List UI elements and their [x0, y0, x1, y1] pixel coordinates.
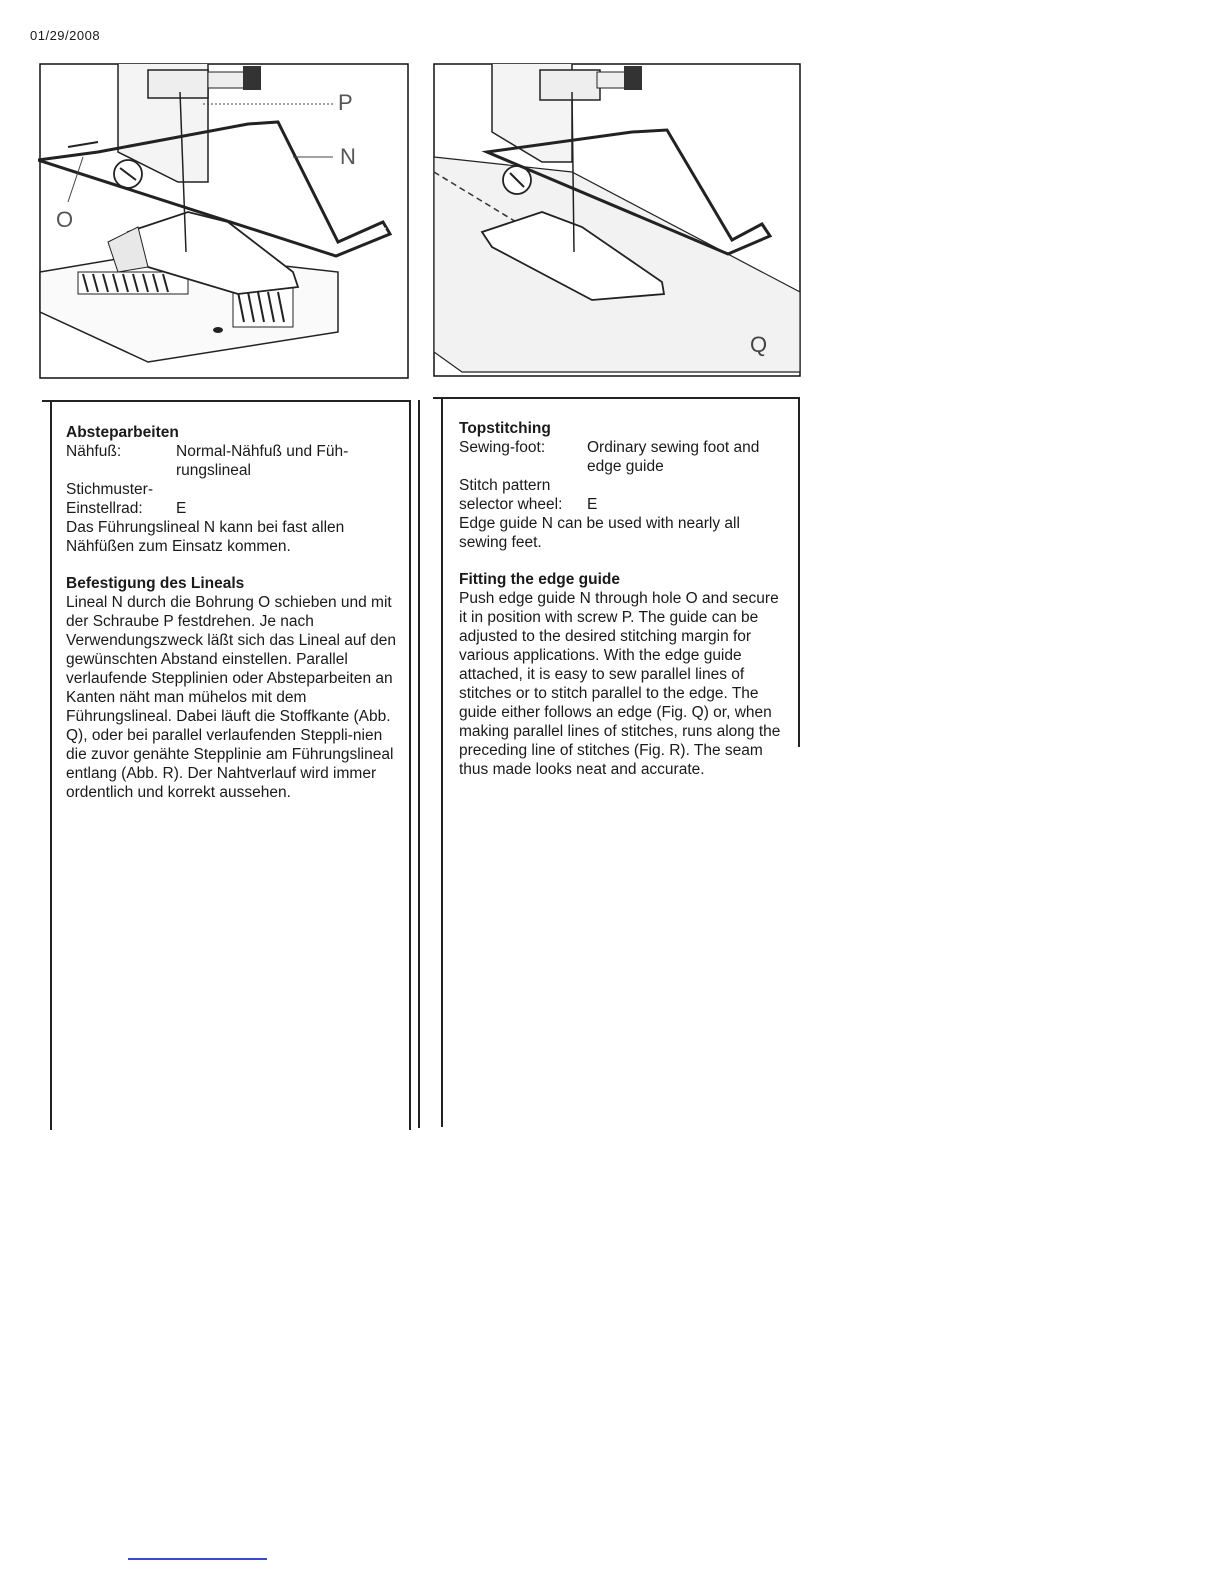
- english-foot-label: Sewing-foot:: [459, 439, 546, 456]
- english-stitch-row: [459, 495, 784, 514]
- german-foot-row: [66, 442, 396, 480]
- english-stitch-label-1: Stitch pattern: [459, 477, 551, 494]
- right-box-right-border: [798, 397, 800, 747]
- german-stitch-row: [66, 499, 396, 518]
- english-instructions: [459, 419, 784, 779]
- left-box-right-border: [409, 400, 411, 1130]
- bottom-underline-mark: [128, 1558, 267, 1560]
- german-body: Lineal N durch die Bohrung O schieben und mit der Schraube P festdrehen. Je nach Verwendungszweck läßt sich das Lineal auf den gewünschten Abstand einstellen. Parallel verlaufende Stepplinien oder Absteparbeiten an Kanten näht man mühelos mit dem Führungslineal. Dabei läuft die Stoffkante (Abb. Q), oder bei parallel verlaufenden Steppli-nien die zuvor genähte Stepplinie am Führungslineal entlang (Abb. R). Der Nahtverlauf wird immer ordentlich und korrekt aussehen.: [66, 594, 397, 801]
- sewing-machine-illustration-left: [38, 62, 410, 380]
- figure-right-edge-guide-following-edge: [432, 62, 802, 378]
- english-foot-value: Ordinary sewing foot and edge guide: [587, 439, 760, 475]
- english-subheading: Fitting the edge guide: [459, 571, 621, 588]
- label-p: P: [338, 90, 353, 115]
- german-stitch-label-1: Stichmuster-: [66, 481, 153, 498]
- german-heading: Absteparbeiten: [66, 424, 179, 441]
- english-foot-row: [459, 438, 784, 476]
- english-body: Push edge guide N through hole O and secure it in position with screw P. The guide can be adjusted to the desired stitching margin for various applications. With the edge guide attached, it is easy to sew parallel lines of stitches or to stitch parallel to the edge. The guide either follows an edge (Fig. Q) or, when making parallel lines of stitches, runs along the preceding line of stitches (Fig. R). The seam thus made looks neat and accurate.: [459, 590, 781, 778]
- label-n: N: [340, 144, 356, 169]
- english-heading: Topstitching: [459, 420, 551, 437]
- sewing-machine-illustration-right: [432, 62, 802, 378]
- figure-left-presser-foot-with-edge-guide: [38, 62, 410, 380]
- label-o: O: [56, 207, 74, 232]
- german-instructions: [66, 423, 396, 802]
- left-box-left-border: [50, 400, 52, 1130]
- english-stitch-label-2: selector wheel:: [459, 496, 563, 513]
- german-foot-value: Normal-Nähfuß und Füh-rungslineal: [176, 443, 349, 479]
- english-intro: Edge guide N can be used with nearly all sewing feet.: [459, 515, 740, 551]
- german-subheading: Befestigung des Lineals: [66, 575, 245, 592]
- german-intro: Das Führungslineal N kann bei fast allen Nähfüßen zum Einsatz kommen.: [66, 519, 345, 555]
- german-foot-label: Nähfuß:: [66, 443, 122, 460]
- english-stitch-value: E: [587, 496, 598, 513]
- left-box-top-border: [42, 400, 410, 402]
- middle-divider: [418, 400, 420, 1128]
- right-box-left-border: [441, 397, 443, 1127]
- right-box-top-border: [433, 397, 799, 399]
- german-stitch-label-2: Einstellrad:: [66, 500, 143, 517]
- label-q: Q: [750, 332, 768, 357]
- print-date: 01/29/2008: [30, 28, 101, 43]
- german-stitch-value: E: [176, 500, 187, 517]
